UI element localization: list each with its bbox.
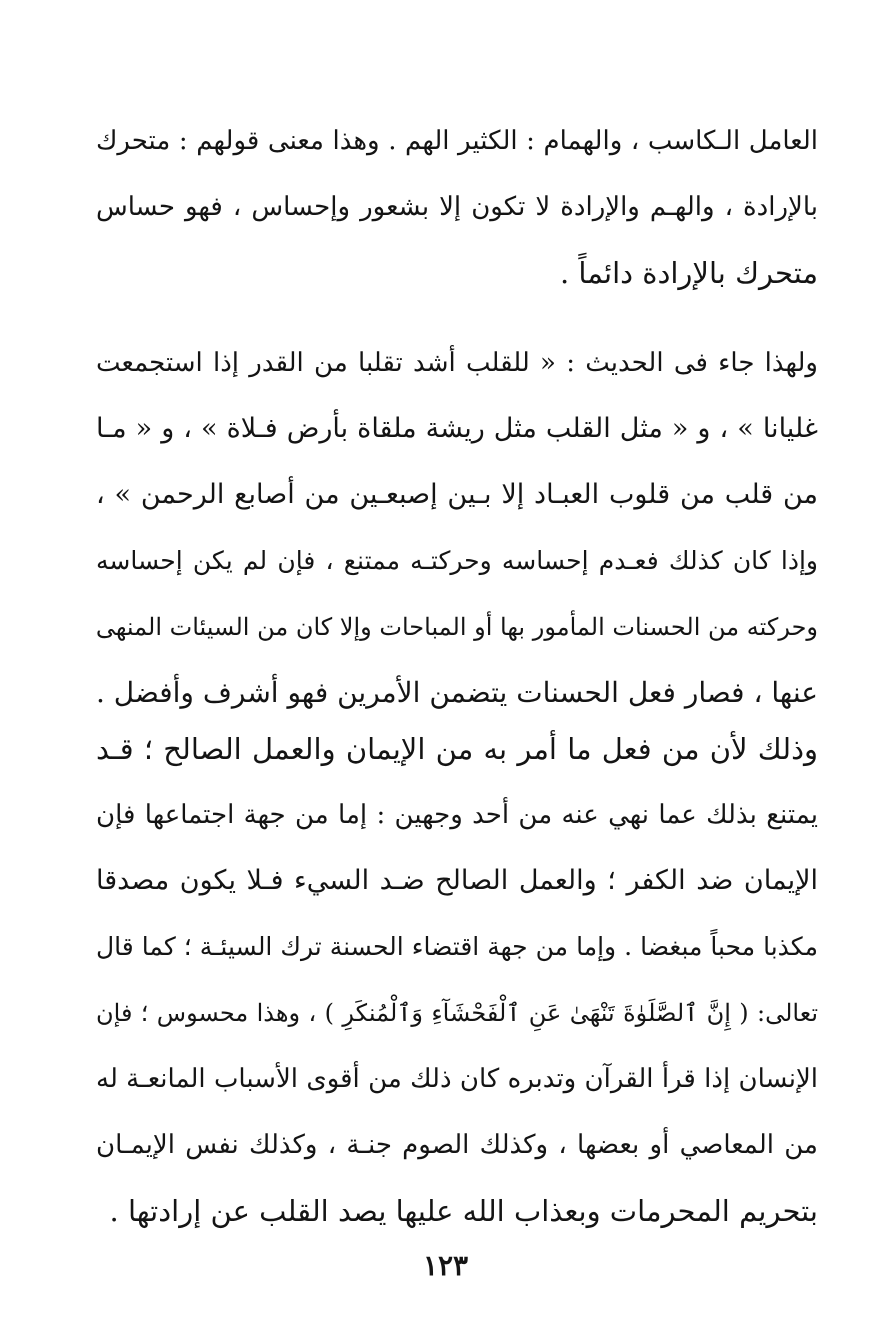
- text-line: ولهذا جاء فى الحديث : « للقلب أشد تقلبا من القدر إذا استجمعت: [96, 348, 818, 378]
- text-line: الإنسان إذا قرأ القرآن وتدبره كان ذلك من أقوى الأسباب المانعـة له: [96, 1064, 818, 1094]
- text-line: وإذا كان كذلك فعـدم إحساسه وحركتـه ممتنع ، فإن لم يكن إحساسه: [96, 546, 818, 575]
- text-line: وذلك لأن من فعل ما أمر به من الإيمان والعمل الصالح ؛ قـد: [96, 732, 818, 766]
- paragraph-1: [96, 108, 818, 306]
- text-line: من قلب من قلوب العبـاد إلا بـين إصبعـين من أصابع الرحمن » ،: [96, 479, 818, 510]
- text-line: الإيمان ضد الكفر ؛ والعمل الصالح ضـد السيء فـلا يكون مصدقا: [96, 865, 818, 896]
- text-line: متحرك بالإرادة دائماً .: [559, 256, 818, 290]
- text-line: بتحريم المحرمات وبعذاب الله عليها يصد القلب عن إرادتها .: [109, 1194, 818, 1228]
- text-line: من المعاصي أو بعضها ، وكذلك الصوم جنـة ، وكذلك نفس الإيمـان: [96, 1130, 818, 1160]
- text-line: غليانا » ، و « مثل القلب مثل ريشة ملقاة بأرض فـلاة » ، و « مـا: [96, 413, 818, 444]
- paragraph-3: [96, 716, 818, 1244]
- text-line: وحركته من الحسنات المأمور بها أو المباحات وإلا كان من السيئات المنهى: [96, 613, 818, 641]
- quran-verse-line: تعالى: ( إِنَّ ٱلصَّلَوٰةَ تَنْهَىٰ عَنِ ٱلْفَحْشَآءِ وَٱلْمُنكَرِ ) ، وهذا محسوس ؛ فإن: [96, 999, 818, 1027]
- text-line: عنها ، فصار فعل الحسنات يتضمن الأمرين فهو أشرف وأفضل .: [96, 676, 818, 709]
- text-line: يمتنع بذلك عما نهي عنه من أحد وجهين : إما من جهة اجتماعها فإن: [96, 800, 818, 830]
- text-line: بالإرادة ، والهـم والإرادة لا تكون إلا بشعور وإحساس ، فهو حساس: [96, 192, 818, 222]
- text-line: العامل الـكاسب ، والهمام : الكثير الهم . وهذا معنى قولهم : متحرك: [96, 126, 818, 156]
- text-line: مكذبا محباً مبغضا . وإما من جهة اقتضاء الحسنة ترك السيئـة ؛ كما قال: [96, 932, 818, 961]
- page-number: ١٢٣: [422, 1249, 469, 1282]
- paragraph-2: [96, 330, 818, 726]
